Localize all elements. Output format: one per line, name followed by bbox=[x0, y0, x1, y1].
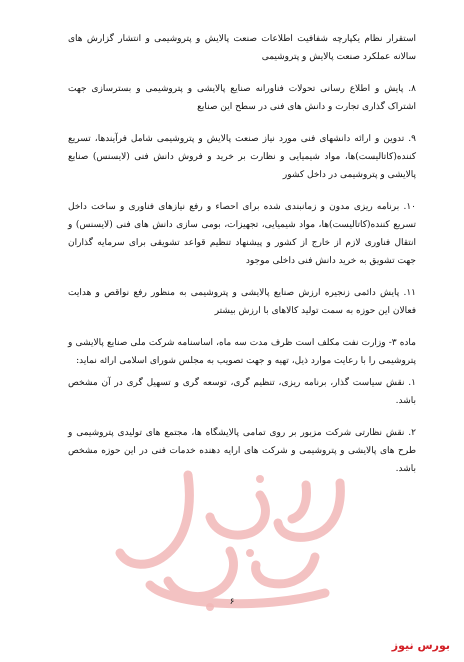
paragraph-item-8: ۸. پایش و اطلاع رسانی تحولات فناورانه صنایع پالایشی و پتروشیمی و بسترسازی جهت اشتراک گذاری تجارت و دانش های فنی در سطح این صنایع bbox=[68, 84, 416, 112]
paragraph-sub-item-2: ۲. نقش نظارتی شرکت مزبور بر روی تمامی پالایشگاه ها، مجتمع های تولیدی پتروشیمی و طرح های پالایشی و پتروشیمی و شرکت های ارایه دهنده خدمات فنی در این حوزه مشخص باشد. bbox=[68, 428, 416, 474]
page-number: ۶ bbox=[229, 597, 235, 607]
paragraph-item-9: ۹. تدوین و ارائه دانشهای فنی مورد نیاز صنعت پالایش و پتروشیمی شامل فرآیندها، تسریع کننده(کاتالیست)ها، مواد شیمیایی و نظارت بر خرید و فروش دانش فنی (لایسنس) صنایع پالایشی و پتروشیمی در داخل کشور bbox=[68, 134, 416, 180]
paragraph-sub-item-1: ۱. نقش سیاست گذار، برنامه ریزی، تنظیم گری، توسعه گری و تسهیل گری در آن مشخص باشد. bbox=[68, 378, 416, 406]
paragraph-transparency: استقرار نظام یکپارچه شفافیت اطلاعات صنعت پالایش و پتروشیمی و انتشار گزارش های سالانه عملکرد صنعت پالایش و پتروشیمی bbox=[68, 34, 416, 62]
paragraph-article-3: ماده ۳- وزارت نفت مکلف است ظرف مدت سه ماه، اساسنامه شرکت ملی صنایع پالایشی و پتروشیمی را با رعایت موارد ذیل، تهیه و جهت تصویب به مجلس شورای اسلامی ارائه نماید: bbox=[68, 338, 416, 366]
paragraph-item-11: ۱۱. پایش دائمی زنجیره ارزش صنایع پالایشی و پتروشیمی به منظور رفع نواقص و هدایت فعالان این حوزه به سمت تولید کالاهای با ارزش بیشتر bbox=[68, 288, 416, 316]
brand-label: بورس نیوز bbox=[391, 639, 450, 652]
document-body bbox=[68, 30, 416, 492]
paragraph-item-10: ۱۰. برنامه ریزی مدون و زمانبندی شده برای احصاء و رفع نیازهای فناوری و ساخت داخل تسریع کننده(کاتالیست)ها، مواد شیمیایی، تجهیزات، بومی سازی دانش های فنی (لایسنس) و انتقال فناوری لازم از خارج از کشور و پیشنهاد تنظیم قواعد تشویقی برای سرمایه گذاران جهت تشویق به خرید دانش فنی داخلی موجود bbox=[68, 202, 416, 266]
